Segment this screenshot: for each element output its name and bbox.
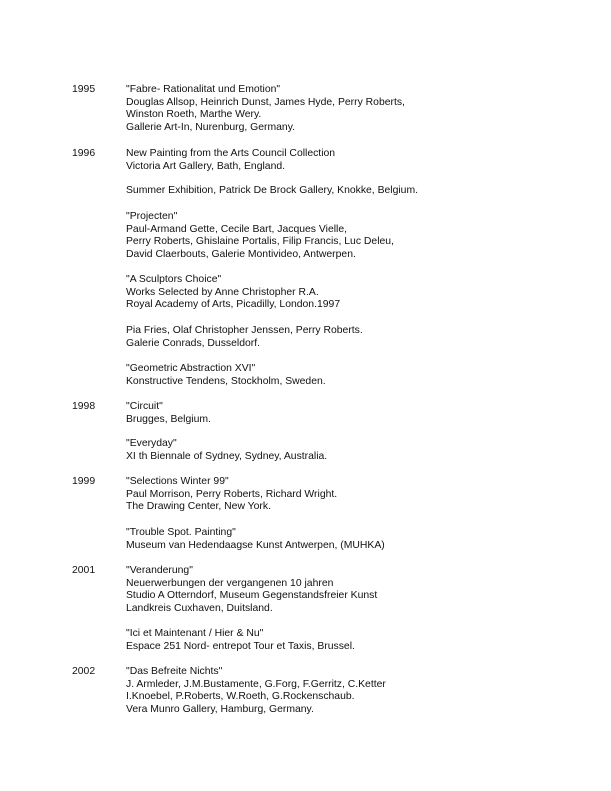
exhibition-entry-line: Neuerwerbungen der vergangenen 10 jahren	[126, 577, 334, 589]
exhibition-entry-line: "Geometric Abstraction XVI"	[126, 363, 256, 374]
exhibition-entry-line: "Fabre- Rationalitat und Emotion"	[126, 84, 281, 95]
exhibition-entry-line: Paul-Armand Gette, Cecile Bart, Jacques Vielle,	[126, 223, 348, 235]
exhibition-entry-line: Museum van Hedendaagse Kunst Antwerpen, (MUHKA)	[126, 539, 385, 551]
exhibition-entry-line: "Selections Winter 99"	[126, 476, 229, 487]
exhibition-year: 2002	[72, 666, 96, 677]
exhibition-entry-line: The Drawing Center, New York.	[126, 501, 271, 513]
exhibition-entry-line: Douglas Allsop, Heinrich Dunst, James Hyde, Perry Roberts,	[126, 96, 405, 108]
exhibition-entry-line: Studio A Otterndorf, Museum Gegenstandsfreier Kunst	[126, 590, 378, 602]
exhibition-entry-line: Espace 251 Nord- entrepot Tour et Taxis, Brussel.	[126, 640, 355, 652]
exhibition-entry-line: Summer Exhibition, Patrick De Brock Gallery, Knokke, Belgium.	[126, 185, 419, 196]
exhibition-entry-line: David Claerbouts, Galerie Montivideo, Antwerpen.	[126, 248, 356, 260]
exhibition-entry-line: Royal Academy of Arts, Picadilly, London.1997	[126, 299, 341, 311]
exhibition-year: 1996	[72, 148, 96, 159]
exhibition-entry-line: Galerie Conrads, Dusseldorf.	[126, 337, 260, 349]
exhibition-entry-line: New Painting from the Arts Council Collection	[126, 148, 336, 159]
exhibition-entry-line: J. Armleder, J.M.Bustamente, G.Forg, F.Gerritz, C.Ketter	[126, 678, 386, 690]
exhibition-entry-line: "A Sculptors Choice"	[126, 274, 222, 285]
exhibition-year: 1999	[72, 476, 96, 487]
exhibition-entry-line: Paul Morrison, Perry Roberts, Richard Wright.	[126, 488, 338, 500]
exhibition-entry-line: Pia Fries, Olaf Christopher Jenssen, Perry Roberts.	[126, 325, 363, 336]
exhibition-entry-line: I.Knoebel, P.Roberts, W.Roeth, G.Rockenschaub.	[126, 691, 355, 703]
exhibition-entry-line: "Everyday"	[126, 438, 177, 449]
exhibition-entry-line: Winston Roeth, Marthe Wery.	[126, 109, 262, 121]
exhibition-year: 1998	[72, 401, 96, 412]
exhibition-entry-line: "Das Befreite Nichts"	[126, 666, 223, 677]
exhibition-year: 1995	[72, 84, 96, 95]
exhibition-entry-line: "Circuit"	[126, 401, 163, 412]
exhibition-entry-line: Brugges, Belgium.	[126, 413, 211, 425]
exhibition-entry-line: Works Selected by Anne Christopher R.A.	[126, 286, 319, 298]
exhibition-entry-line: Vera Munro Gallery, Hamburg, Germany.	[126, 703, 314, 715]
exhibition-entry-line: "Trouble Spot. Painting"	[126, 527, 236, 538]
exhibition-entry-line: Konstructive Tendens, Stockholm, Sweden.	[126, 375, 326, 387]
exhibition-entry-line: Victoria Art Gallery, Bath, England.	[126, 160, 286, 172]
exhibition-year: 2001	[72, 565, 96, 576]
exhibition-entry-line: "Projecten"	[126, 211, 178, 222]
exhibition-entry-line: XI th Biennale of Sydney, Sydney, Australia.	[126, 450, 328, 462]
exhibition-entry-line: Gallerie Art-In, Nurenburg, Germany.	[126, 121, 296, 133]
exhibition-entry-line: Perry Roberts, Ghislaine Portalis, Filip Francis, Luc Deleu,	[126, 236, 394, 248]
exhibition-entry-line: "Ici et Maintenant / Hier & Nu"	[126, 628, 264, 639]
exhibition-entry-line: Landkreis Cuxhaven, Duitsland.	[126, 602, 273, 614]
exhibition-entry-line: "Veranderung"	[126, 565, 193, 576]
